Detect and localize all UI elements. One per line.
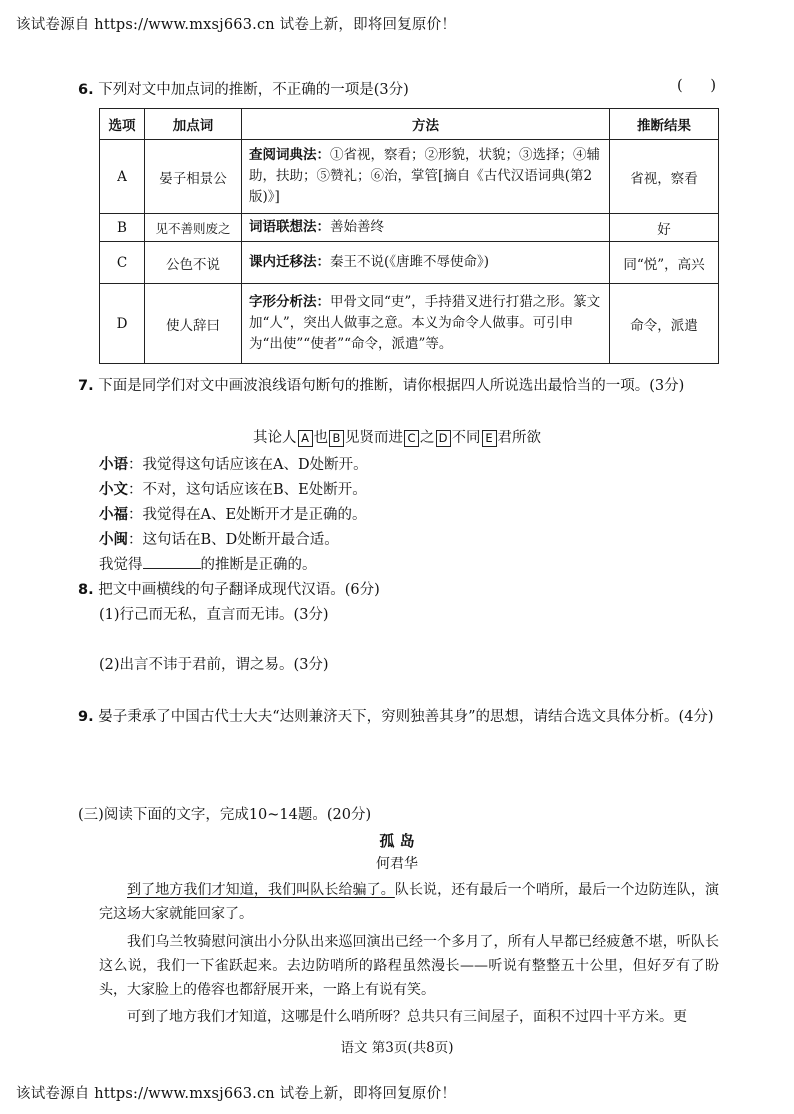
method-cell (242, 214, 610, 242)
story-paragraph: 我们乌兰牧骑慰问演出小分队出来巡回演出已经一个多月了，所有人早都已经疲惫不堪，听队长这么说，我们一下雀跃起来。去边防哨所的路程虽然漫长——听说有整整五十公里，但好歹有了盼头，大家脸上的倦容也都舒展开来，一路上有说有笑。 (99, 934, 719, 998)
result-cell: 省视，察看 (610, 140, 719, 214)
sentence-part: 见贤而进 (345, 430, 403, 446)
table-row (100, 140, 719, 214)
table-header-row (100, 109, 719, 140)
dotted-word: 公色不说 (145, 242, 242, 284)
statement-text: ：我觉得在A、E处断开才是正确的。 (128, 507, 367, 523)
answer-parentheses: ( ) (677, 78, 716, 94)
student-statement (99, 503, 367, 527)
column-header: 加点词 (145, 109, 242, 140)
method-cell (242, 284, 610, 364)
sentence-part: 君所欲 (497, 430, 541, 446)
break-box: D (436, 430, 451, 447)
break-box: B (329, 430, 344, 447)
dotted-word: 使人辞曰 (145, 284, 242, 364)
statement-text: ：这句话在B、D处断开最合适。 (128, 532, 339, 548)
story-paragraph: 可到了地方我们才知道，这哪是什么哨所呀？总共只有三间屋子，面积不过四十平方米。更 (127, 1009, 687, 1025)
break-box: C (404, 430, 419, 447)
story-paragraph (99, 878, 719, 926)
question-number: 9. (78, 709, 94, 725)
column-header: 选项 (100, 109, 145, 140)
sentence-part: 其论人 (253, 430, 297, 446)
table-row (100, 214, 719, 242)
method-label: 词语联想法： (249, 219, 330, 235)
story-author: 何君华 (376, 856, 418, 872)
student-statement (99, 478, 367, 502)
method-cell (242, 140, 610, 214)
sentence-part: 之 (420, 430, 435, 446)
sentence-part: 也 (313, 430, 328, 446)
question-text: 下面是同学们对文中画波浪线语句断句的推断，请你根据四人所说选出最恰当的一项。(3分) (98, 378, 685, 394)
student-statement (99, 528, 339, 552)
question-text: 下列对文中加点词的推断，不正确的一项是(3分) (98, 82, 409, 98)
conclusion-line (99, 553, 317, 577)
question-text: 晏子秉承了中国古代士大夫“达则兼济天下，穷则独善其身”的思想，请结合选文具体分析。(4分) (98, 709, 714, 725)
question-8-stem (78, 578, 380, 602)
dotted-word: 晏子相景公 (145, 140, 242, 214)
column-header: 方法 (242, 109, 610, 140)
speaker-name: 小语 (99, 457, 128, 473)
option-letter: A (100, 140, 145, 214)
question-number: 7. (78, 378, 94, 394)
break-box: E (482, 430, 497, 447)
sentence-part: 不同 (451, 430, 481, 446)
result-cell: 命令，派遣 (610, 284, 719, 364)
speaker-name: 小闽 (99, 532, 128, 548)
method-text: ①省视，察看；②形貌，状貌；③选择；④辅助，扶助；⑤赞礼；⑥治，掌管[摘自《古代汉语词典(第2版)》] (249, 147, 600, 205)
result-cell: 好 (610, 214, 719, 242)
table-row (100, 284, 719, 364)
method-text: 秦王不说(《唐雎不辱使命》) (330, 254, 490, 270)
story-title: 孤 岛 (379, 832, 415, 850)
paragraph-text: 队长说，还有最后一个哨所，最后一个边防连队，演完这场大家就能回家了。 (99, 882, 720, 922)
sub-question: (1)行己而无私，直言而无讳。(3分) (99, 607, 329, 623)
source-watermark-bottom: 该试卷源自 https://www.mxsj663.cn 试卷上新，即将回复原价！ (16, 1086, 457, 1102)
conclusion-prefix: 我觉得 (99, 557, 143, 573)
question-number: 6. (78, 82, 94, 98)
statement-text: ：不对，这句话应该在B、E处断开。 (128, 482, 367, 498)
answer-blank[interactable] (143, 554, 201, 569)
option-letter: D (100, 284, 145, 364)
question-number: 8. (78, 582, 94, 598)
inference-table (99, 108, 719, 364)
option-letter: B (100, 214, 145, 242)
section-heading: (三)阅读下面的文字，完成10~14题。(20分) (78, 807, 372, 823)
question-9-stem (78, 705, 728, 729)
statement-text: ：我觉得这句话应该在A、D处断开。 (128, 457, 368, 473)
source-watermark-top: 该试卷源自 https://www.mxsj663.cn 试卷上新，即将回复原价！ (16, 17, 457, 33)
method-label: 字形分析法： (249, 294, 330, 310)
speaker-name: 小福 (99, 507, 128, 523)
break-box: A (298, 430, 313, 447)
underlined-sentence: 到了地方我们才知道，我们叫队长给骗了。 (127, 882, 395, 898)
option-letter: C (100, 242, 145, 284)
column-header: 推断结果 (610, 109, 719, 140)
page-footer: 语文 第3页(共8页) (340, 1040, 454, 1056)
method-label: 查阅词典法： (249, 147, 330, 163)
conclusion-suffix: 的推断是正确的。 (200, 557, 317, 573)
sub-question: (2)出言不讳于君前，谓之易。(3分) (99, 657, 329, 673)
result-cell: 同“悦”，高兴 (610, 242, 719, 284)
method-text: 善始善终 (330, 219, 384, 235)
method-text: 甲骨文同“吏”，手持猎叉进行打猎之形。篆文加“人”，突出人做事之意。本义为命令人做事。可引申为“出使”“使者”“命令，派遣”等。 (249, 294, 601, 352)
table-row (100, 242, 719, 284)
punctuation-sentence (0, 426, 794, 447)
question-text: 把文中画横线的句子翻译成现代汉语。(6分) (98, 582, 380, 598)
question-6-stem (78, 78, 409, 102)
method-label: 课内迁移法： (249, 254, 330, 270)
method-cell (242, 242, 610, 284)
question-7-stem (78, 374, 718, 398)
dotted-word: 见不善则废之 (145, 214, 242, 242)
student-statement (99, 453, 368, 477)
speaker-name: 小文 (99, 482, 128, 498)
